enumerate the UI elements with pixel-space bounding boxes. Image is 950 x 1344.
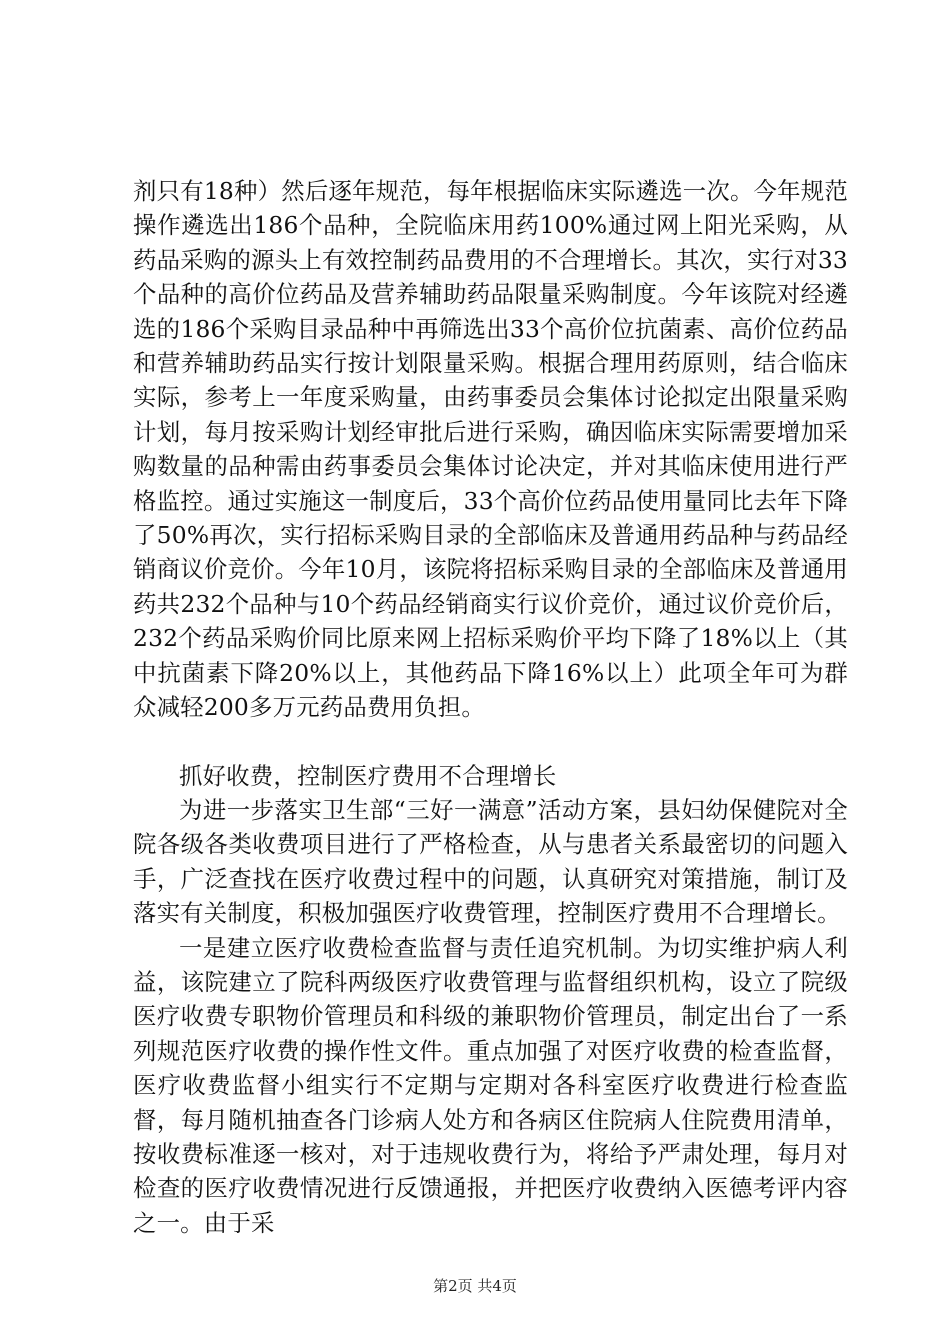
paragraph-supervision: 一是建立医疗收费检查监督与责任追究机制。为切实维护病人利益，该院建立了院科两级医疗收费管理与监督组织机构，设立了院级医疗收费专职物价管理员和科级的兼职物价管理员，制定出台了一系列规范医疗收费的操作性文件。重点加强了对医疗收费的检查监督，医疗收费监督小组实行不定期与定期对各科室医疗收费进行检查监督，每月随机抽查各门诊病人处方和各病区住院病人住院费用清单，按收费标准逐一核对，对于违规收费行为，将给予严肃处理，每月对检查的医疗收费情况进行反馈通报，并把医疗收费纳入医德考评内容之一。由于采 — [133, 933, 848, 1237]
section-heading: 抓好收费，控制医疗费用不合理增长 — [179, 761, 557, 790]
document-body — [133, 174, 848, 1240]
page-footer: 第2页 共4页 — [433, 1277, 517, 1295]
paragraph-gap — [133, 725, 848, 759]
paragraph-procurement: 剂只有18种）然后逐年规范，每年根据临床实际遴选一次。今年规范操作遴选出186个品种，全院临床用药100%通过网上阳光采购，从药品采购的源头上有效控制药品费用的不合理增长。其次，实行对33个品种的高价位药品及营养辅助药品限量采购制度。今年该院对经遴选的186个采购目录品种中再筛选出33个高价位抗菌素、高价位药品和营养辅助药品实行按计划限量采购。根据合理用药原则，结合临床实际，参考上一年度采购量，由药事委员会集体讨论拟定出限量采购计划，每月按采购计划经审批后进行采购，确因临床实际需要增加采购数量的品种需由药事委员会集体讨论决定，并对其临床使用进行严格监控。通过实施这一制度后，33个高价位药品使用量同比去年下降了50%再次，实行招标采购目录的全部临床及普通用药品种与药品经销商议价竞价。今年10月，该院将招标采购目录的全部临床及普通用药共232个品种与10个药品经销商实行议价竞价，通过议价竞价后，232个药品采购价同比原来网上招标采购价平均下降了18%以上（其中抗菌素下降20%以上，其他药品下降16%以上）此项全年可为群众减轻200多万元药品费用负担。 — [133, 177, 848, 722]
paragraph-intro: 为进一步落实卫生部“三好一满意”活动方案，县妇幼保健院对全院各级各类收费项目进行了严格检查，从与患者关系最密切的问题入手，广泛查找在医疗收费过程中的问题，认真研究对策措施，制订及落实有关制度，积极加强医疗收费管理，控制医疗费用不合理增长。 — [133, 795, 848, 928]
